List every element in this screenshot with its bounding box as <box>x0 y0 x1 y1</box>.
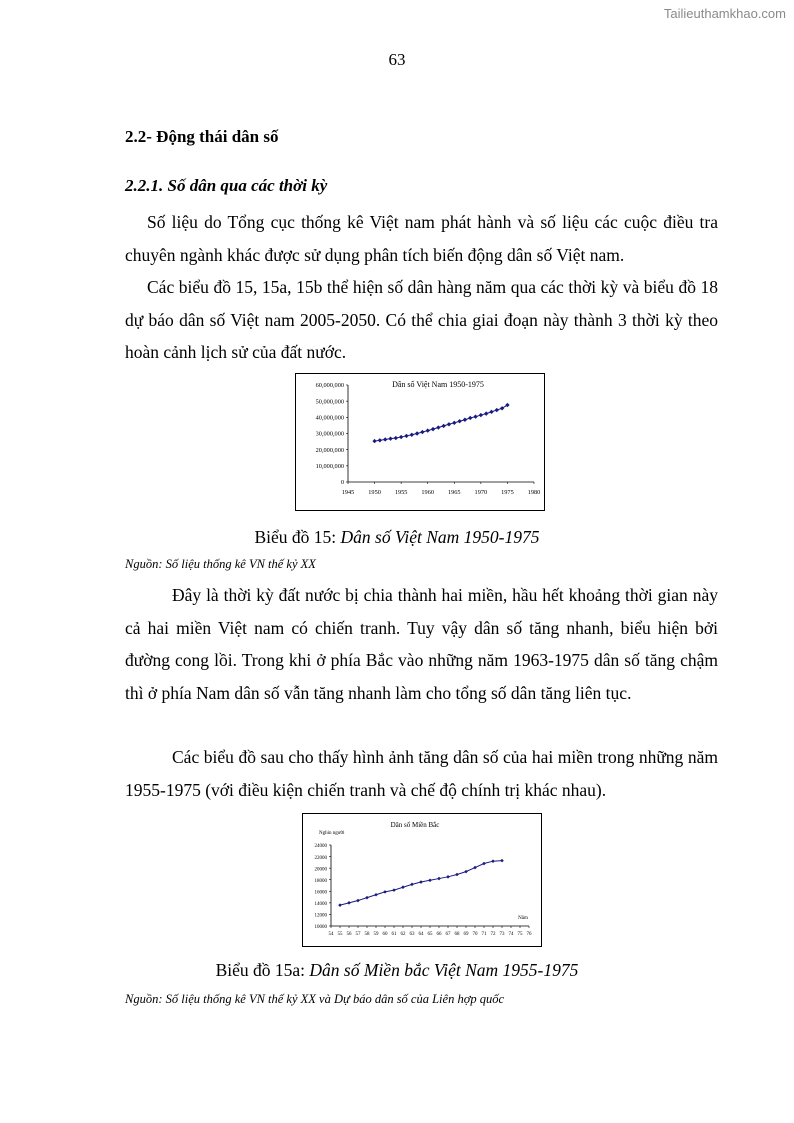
figure-15-caption-prefix: Biểu đồ 15: <box>254 527 341 547</box>
x-tick-label: 1965 <box>447 489 461 496</box>
data-point <box>505 403 509 407</box>
data-point <box>484 411 488 415</box>
x-tick-label: 66 <box>436 932 442 937</box>
paragraph-4: Các biểu đồ sau cho thấy hình ảnh tăng dân số của hai miền trong những năm 1955-1975 (với điều kiện chiến tranh và chế độ chính trị khác nhau). <box>125 747 718 800</box>
data-point <box>399 435 403 439</box>
subsection-heading: 2.2.1. Số dân qua các thời kỳ <box>125 176 328 195</box>
series-line <box>375 405 508 441</box>
y-tick-label: 0 <box>340 479 344 487</box>
data-point <box>365 896 369 900</box>
chart-vietnam-population-plot <box>296 374 544 510</box>
y-tick-label: 10000 <box>314 925 327 931</box>
data-point <box>441 424 445 428</box>
chart-title: Dân số Việt Nam 1950-1975 <box>392 380 484 389</box>
chart-north-population <box>302 813 542 947</box>
section-heading: 2.2- Động thái dân số <box>125 127 279 146</box>
x-tick-label: 75 <box>517 932 523 937</box>
x-tick-label: 62 <box>400 932 406 937</box>
y-tick-label: 12000 <box>314 913 327 919</box>
y-tick-label: 40,000,000 <box>315 414 344 422</box>
data-point <box>356 899 360 903</box>
x-tick-label: 67 <box>445 932 451 937</box>
data-point <box>455 873 459 877</box>
data-point <box>392 888 396 892</box>
data-point <box>383 890 387 894</box>
x-tick-label: 57 <box>355 932 361 937</box>
data-point <box>500 406 504 410</box>
data-point <box>426 428 430 432</box>
x-tick-label: 68 <box>454 932 460 937</box>
figure-15-source: Nguồn: Số liệu thống kê VN thế kỷ XX <box>125 557 316 571</box>
y-tick-label: 22000 <box>314 855 327 861</box>
y-tick-label: 20,000,000 <box>315 446 344 454</box>
paragraph-1: Số liệu do Tổng cục thống kê Việt nam phát hành và số liệu các cuộc điều tra chuyên ngành khác được sử dụng phân tích biến động dân số Việt nam. <box>125 212 718 265</box>
x-tick-label: 59 <box>373 932 379 937</box>
data-point <box>463 418 467 422</box>
x-tick-label: 72 <box>490 932 496 937</box>
data-point <box>473 866 477 870</box>
data-point <box>436 425 440 429</box>
x-tick-label: 71 <box>481 932 487 937</box>
data-point <box>452 421 456 425</box>
data-point <box>420 430 424 434</box>
x-tick-label: 55 <box>337 932 343 937</box>
data-point <box>473 414 477 418</box>
chart-north-population-plot <box>303 814 541 946</box>
x-tick-label: 58 <box>364 932 370 937</box>
x-tick-label: 1955 <box>394 489 408 496</box>
data-point <box>410 883 414 887</box>
y-tick-label: 16000 <box>314 890 327 896</box>
data-point <box>383 437 387 441</box>
data-point <box>372 439 376 443</box>
figure-15a-source: Nguồn: Số liệu thống kê VN thế kỷ XX và Dự báo dân số của Liên hợp quốc <box>125 992 505 1006</box>
data-point <box>431 427 435 431</box>
data-point <box>479 413 483 417</box>
x-tick-label: 1970 <box>474 489 488 496</box>
x-tick-label: 64 <box>418 932 424 937</box>
data-point <box>415 431 419 435</box>
data-point <box>404 434 408 438</box>
watermark: Tailieuthamkhao.com <box>663 6 786 21</box>
data-point <box>338 903 342 907</box>
data-point <box>500 859 504 863</box>
x-tick-label: 65 <box>427 932 433 937</box>
chart-title: Dân số Miền Bắc <box>390 821 440 829</box>
x-tick-label: 70 <box>472 932 478 937</box>
data-point <box>378 438 382 442</box>
data-point <box>491 859 495 863</box>
y-tick-label: 10,000,000 <box>315 463 344 471</box>
x-tick-label: 74 <box>508 932 514 937</box>
y-tick-label: 50,000,000 <box>315 398 344 406</box>
y-tick-label: 30,000,000 <box>315 430 344 438</box>
y-tick-label: 24000 <box>314 844 327 850</box>
y-tick-label: 18000 <box>314 878 327 884</box>
data-point <box>437 877 441 881</box>
y-axis-label: Nghìn người <box>319 831 345 836</box>
x-tick-label: 69 <box>463 932 469 937</box>
data-point <box>347 901 351 905</box>
x-tick-label: 60 <box>382 932 388 937</box>
data-point <box>374 893 378 897</box>
x-tick-label: 1960 <box>421 489 435 496</box>
y-tick-label: 20000 <box>314 867 327 873</box>
data-point <box>446 875 450 879</box>
x-axis-label: Năm <box>518 916 528 921</box>
figure-15a-caption-title: Dân số Miền bắc Việt Nam 1955-1975 <box>309 960 579 980</box>
data-point <box>394 436 398 440</box>
data-point <box>468 416 472 420</box>
data-point <box>401 885 405 889</box>
x-tick-label: 56 <box>346 932 352 937</box>
data-point <box>428 878 432 882</box>
x-tick-label: 76 <box>526 932 532 937</box>
chart-vietnam-population <box>295 373 545 511</box>
figure-15a-caption-prefix: Biểu đồ 15a: <box>215 960 310 980</box>
data-point <box>495 408 499 412</box>
x-tick-label: 1975 <box>501 489 514 496</box>
data-point <box>464 870 468 874</box>
x-tick-label: 63 <box>409 932 415 937</box>
figure-15a-caption <box>0 960 794 981</box>
x-tick-label: 73 <box>499 932 505 937</box>
x-tick-label: 1950 <box>368 489 381 496</box>
paragraph-2: Các biểu đồ 15, 15a, 15b thể hiện số dân hàng năm qua các thời kỳ và biểu đồ 18 dự báo dân số Việt nam 2005-2050. Có thể chia giai đoạn này thành 3 thời kỳ theo hoàn cảnh lịch sử của đất nước. <box>125 277 718 362</box>
data-point <box>410 433 414 437</box>
data-point <box>489 410 493 414</box>
data-point <box>447 422 451 426</box>
page-number: 63 <box>388 50 406 69</box>
data-point <box>457 419 461 423</box>
y-tick-label: 60,000,000 <box>315 382 344 390</box>
data-point <box>388 436 392 440</box>
figure-15-caption-title: Dân số Việt Nam 1950-1975 <box>340 527 540 547</box>
x-tick-label: 1945 <box>341 489 355 496</box>
figure-15-caption <box>0 527 794 548</box>
data-point <box>419 880 423 884</box>
x-tick-label: 54 <box>328 932 334 937</box>
paragraph-3: Đây là thời kỳ đất nước bị chia thành hai miền, hầu hết khoảng thời gian này cả hai miền Việt nam có chiến tranh. Tuy vậy dân số tăng nhanh, biểu hiện bởi đường cong lồi. Trong khi ở phía Bắc vào những năm 1963-1975 dân số tăng chậm thì ở phía Nam dân số vẫn tăng nhanh làm cho tổng số dân tăng liên tục. <box>125 585 718 703</box>
data-point <box>482 862 486 866</box>
x-tick-label: 61 <box>391 932 397 937</box>
x-tick-label: 1980 <box>527 489 541 496</box>
y-tick-label: 14000 <box>314 902 327 908</box>
